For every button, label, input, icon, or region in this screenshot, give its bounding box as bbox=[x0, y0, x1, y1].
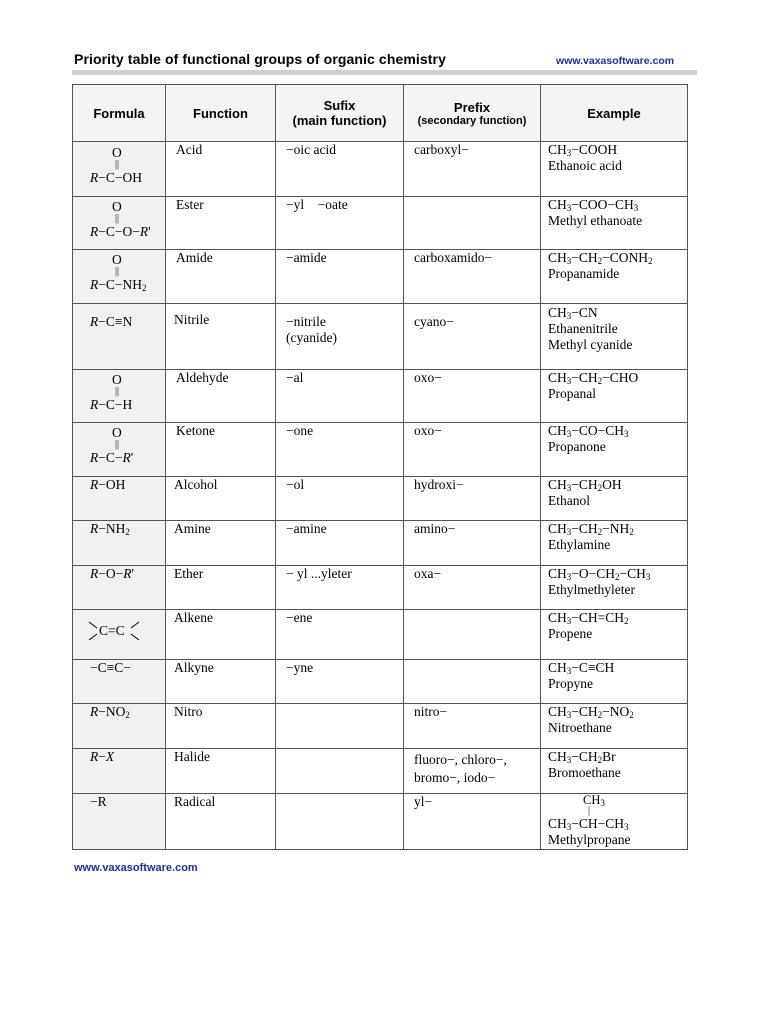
example-formula: $CH_3-CH-CH_3$ bbox=[548, 816, 629, 832]
function-cell bbox=[166, 250, 276, 304]
function-cell bbox=[166, 477, 276, 521]
suffix-cell bbox=[276, 477, 404, 521]
suffix-cell bbox=[276, 142, 404, 197]
function-name: Acid bbox=[176, 142, 203, 157]
table-row bbox=[73, 142, 688, 197]
double-bond: || bbox=[115, 213, 120, 224]
functional-groups-table bbox=[72, 84, 688, 850]
example-formula: $CH_3-CH_2-CHO$ bbox=[548, 370, 639, 386]
example-cell bbox=[541, 304, 688, 370]
formula-cell bbox=[73, 304, 166, 370]
example-name: Propyne bbox=[548, 676, 593, 691]
example-branch: $CH_3$ bbox=[583, 793, 605, 808]
suffix-cell bbox=[276, 794, 404, 850]
page-title: Priority table of functional groups of organic chemistry bbox=[74, 51, 446, 67]
function-cell bbox=[166, 197, 276, 250]
formula-text: R−OH bbox=[90, 477, 126, 492]
formula-cell bbox=[73, 704, 166, 749]
formula-cell bbox=[73, 660, 166, 704]
prefix-text: nitro− bbox=[414, 704, 448, 719]
function-name: Alkene bbox=[174, 610, 213, 625]
example-name: Propanamide bbox=[548, 266, 620, 281]
table-row bbox=[73, 566, 688, 610]
formula-text: $R-NO_2$ bbox=[90, 704, 130, 720]
col-header-function: Function bbox=[166, 85, 276, 142]
suffix-cell bbox=[276, 521, 404, 566]
prefix-text-alt: bromo−, iodo− bbox=[414, 770, 496, 785]
suffix-text: − yl ...yleter bbox=[286, 566, 352, 581]
formula-text: −C≡C− bbox=[90, 660, 131, 675]
example-cell bbox=[541, 197, 688, 250]
prefix-cell bbox=[404, 610, 541, 660]
suffix-text-alt: (cyanide) bbox=[286, 330, 337, 345]
function-cell bbox=[166, 521, 276, 566]
prefix-cell bbox=[404, 304, 541, 370]
function-cell bbox=[166, 423, 276, 477]
double-bond: || bbox=[115, 159, 120, 170]
suffix-text: −amine bbox=[286, 521, 327, 536]
prefix-cell bbox=[404, 660, 541, 704]
prefix-text: oxa− bbox=[414, 566, 442, 581]
example-cell bbox=[541, 370, 688, 423]
example-formula: $CH_3-CH_2-CONH_2$ bbox=[548, 250, 653, 266]
table-row bbox=[73, 250, 688, 304]
function-cell bbox=[166, 370, 276, 423]
prefix-text: cyano− bbox=[414, 314, 454, 329]
carbonyl-oxygen: O bbox=[112, 252, 122, 267]
suffix-cell bbox=[276, 197, 404, 250]
prefix-text: oxo− bbox=[414, 370, 442, 385]
prefix-label: Prefix bbox=[453, 99, 491, 115]
suffix-cell bbox=[276, 304, 404, 370]
function-name: Ester bbox=[176, 197, 204, 212]
example-cell bbox=[541, 521, 688, 566]
example-name: Methylpropane bbox=[548, 832, 631, 847]
table-row bbox=[73, 794, 688, 850]
suffix-text: −ol bbox=[286, 477, 305, 492]
example-formula: $CH_3-COO-CH_3$ bbox=[548, 197, 639, 213]
example-name: Ethanoic acid bbox=[548, 158, 622, 173]
footer-site-link[interactable]: www.vaxasoftware.com bbox=[74, 862, 198, 874]
example-cell bbox=[541, 566, 688, 610]
function-cell bbox=[166, 304, 276, 370]
example-cell bbox=[541, 794, 688, 850]
formula-cell bbox=[73, 610, 166, 660]
example-cell bbox=[541, 749, 688, 794]
prefix-text: oxo− bbox=[414, 423, 442, 438]
example-cell bbox=[541, 660, 688, 704]
formula-text: R−O−R' bbox=[90, 566, 134, 581]
function-name: Radical bbox=[174, 794, 216, 809]
formula-cell bbox=[73, 566, 166, 610]
example-formula: $CH_3-CH_2Br$ bbox=[548, 749, 616, 765]
suffix-text: −amide bbox=[286, 250, 327, 265]
example-name: Ethylmethyleter bbox=[548, 582, 635, 597]
suffix-text: −oic acid bbox=[286, 142, 336, 157]
prefix-cell bbox=[404, 521, 541, 566]
formula-cell bbox=[73, 477, 166, 521]
table-row bbox=[73, 704, 688, 749]
function-cell bbox=[166, 794, 276, 850]
function-cell bbox=[166, 704, 276, 749]
example-formula: $CH_3-CH_2OH$ bbox=[548, 477, 622, 493]
example-name-alt: Methyl cyanide bbox=[548, 337, 633, 352]
suffix-cell bbox=[276, 610, 404, 660]
carbonyl-oxygen: O bbox=[112, 372, 122, 387]
example-name: Methyl ethanoate bbox=[548, 213, 643, 228]
prefix-cell bbox=[404, 566, 541, 610]
suffix-text: −al bbox=[286, 370, 304, 385]
double-bond: || bbox=[115, 386, 120, 397]
example-formula: $CH_3-CN$ bbox=[548, 305, 598, 321]
formula-cell bbox=[73, 370, 166, 423]
example-cell bbox=[541, 610, 688, 660]
formula-cell bbox=[73, 197, 166, 250]
example-cell bbox=[541, 250, 688, 304]
col-header-prefix bbox=[404, 85, 541, 142]
example-name: Ethylamine bbox=[548, 537, 611, 552]
table-row bbox=[73, 197, 688, 250]
suffix-sublabel: (main function) bbox=[292, 113, 387, 128]
double-bond: || bbox=[115, 266, 120, 277]
prefix-text: amino− bbox=[414, 521, 456, 536]
prefix-cell bbox=[404, 477, 541, 521]
double-bond: || bbox=[115, 439, 120, 450]
example-name: Propanone bbox=[548, 439, 606, 454]
suffix-cell bbox=[276, 370, 404, 423]
prefix-text: yl− bbox=[414, 794, 433, 809]
suffix-cell bbox=[276, 566, 404, 610]
function-cell bbox=[166, 749, 276, 794]
example-formula: $CH_3-O-CH_2-CH_3$ bbox=[548, 566, 651, 582]
example-cell bbox=[541, 142, 688, 197]
formula-cell bbox=[73, 794, 166, 850]
example-name: Bromoethane bbox=[548, 765, 621, 780]
suffix-text: −one bbox=[286, 423, 314, 438]
table-row bbox=[73, 370, 688, 423]
col-header-suffix bbox=[276, 85, 404, 142]
function-cell bbox=[166, 610, 276, 660]
example-formula: $CH_3-CO-CH_3$ bbox=[548, 423, 629, 439]
example-formula: $CH_3-CH_2-NO_2$ bbox=[548, 704, 634, 720]
table-row bbox=[73, 423, 688, 477]
prefix-cell bbox=[404, 250, 541, 304]
example-formula: $CH_3-C\equiv CH$ bbox=[548, 660, 615, 676]
function-name: Alkyne bbox=[174, 660, 214, 675]
function-name: Ether bbox=[174, 566, 204, 581]
suffix-cell bbox=[276, 660, 404, 704]
prefix-cell bbox=[404, 370, 541, 423]
carbonyl-oxygen: O bbox=[112, 199, 122, 214]
example-cell bbox=[541, 477, 688, 521]
prefix-text: fluoro−, chloro−, bbox=[414, 752, 507, 767]
prefix-cell bbox=[404, 749, 541, 794]
example-formula: $CH_3-CH_2-NH_2$ bbox=[548, 521, 634, 537]
carbonyl-oxygen: O bbox=[112, 145, 122, 160]
example-name: Ethanenitrile bbox=[548, 321, 618, 336]
example-name: Propene bbox=[548, 626, 593, 641]
suffix-label: Sufix bbox=[323, 98, 356, 113]
function-name: Ketone bbox=[176, 423, 215, 438]
function-cell bbox=[166, 566, 276, 610]
function-name: Nitro bbox=[174, 704, 203, 719]
example-name: Ethanol bbox=[548, 493, 590, 508]
header-divider bbox=[72, 70, 697, 75]
suffix-text: −yne bbox=[286, 660, 314, 675]
formula-cell bbox=[73, 521, 166, 566]
col-header-formula: Formula bbox=[73, 85, 166, 142]
suffix-text: −yl −oate bbox=[286, 197, 348, 212]
table-row bbox=[73, 521, 688, 566]
function-name: Aldehyde bbox=[176, 370, 229, 385]
suffix-cell bbox=[276, 250, 404, 304]
carbonyl-oxygen: O bbox=[112, 425, 122, 440]
table-row bbox=[73, 304, 688, 370]
branch-bond: | bbox=[588, 805, 591, 816]
function-cell bbox=[166, 142, 276, 197]
formula-cell bbox=[73, 250, 166, 304]
prefix-sublabel: (secondary function) bbox=[417, 114, 527, 127]
function-name: Alcohol bbox=[174, 477, 218, 492]
formula-text: $R-NH_2$ bbox=[90, 521, 130, 537]
prefix-cell bbox=[404, 142, 541, 197]
suffix-text: −ene bbox=[286, 610, 313, 625]
formula-text: $R-C-NH_2$ bbox=[90, 277, 147, 293]
prefix-text: carboxamido− bbox=[414, 250, 493, 265]
formula-text: R−C−R' bbox=[90, 450, 134, 465]
prefix-cell bbox=[404, 197, 541, 250]
prefix-text: hydroxi− bbox=[414, 477, 464, 492]
example-cell bbox=[541, 423, 688, 477]
formula-text: C=C bbox=[99, 623, 125, 638]
example-name: Propanal bbox=[548, 386, 596, 401]
formula-cell bbox=[73, 142, 166, 197]
formula-text: R−C−OH bbox=[90, 170, 142, 185]
function-name: Amine bbox=[174, 521, 211, 536]
table-row bbox=[73, 477, 688, 521]
function-cell bbox=[166, 660, 276, 704]
formula-text: R−C≡N bbox=[90, 314, 133, 329]
suffix-text: −nitrile bbox=[286, 314, 326, 329]
example-cell bbox=[541, 704, 688, 749]
function-name: Halide bbox=[174, 749, 210, 764]
example-formula: $CH_3-CH=CH_2$ bbox=[548, 610, 629, 626]
prefix-cell bbox=[404, 423, 541, 477]
formula-cell bbox=[73, 423, 166, 477]
function-name: Nitrile bbox=[174, 312, 210, 327]
table-header-row bbox=[73, 85, 688, 142]
table-row bbox=[73, 660, 688, 704]
suffix-cell bbox=[276, 749, 404, 794]
suffix-cell bbox=[276, 704, 404, 749]
table-row bbox=[73, 610, 688, 660]
function-name: Amide bbox=[176, 250, 213, 265]
suffix-cell bbox=[276, 423, 404, 477]
header-site-link[interactable]: www.vaxasoftware.com bbox=[556, 55, 675, 67]
formula-cell bbox=[73, 749, 166, 794]
formula-text: R−C−O−R' bbox=[90, 224, 151, 239]
example-formula: $CH_3-COOH$ bbox=[548, 142, 618, 158]
prefix-text: carboxyl− bbox=[414, 142, 469, 157]
col-header-example: Example bbox=[541, 85, 688, 142]
example-name: Nitroethane bbox=[548, 720, 612, 735]
table-row bbox=[73, 749, 688, 794]
formula-text: R−C−H bbox=[90, 397, 133, 412]
formula-text: −R bbox=[90, 794, 107, 809]
prefix-cell bbox=[404, 704, 541, 749]
prefix-cell bbox=[404, 794, 541, 850]
formula-text: R−X bbox=[90, 749, 115, 764]
